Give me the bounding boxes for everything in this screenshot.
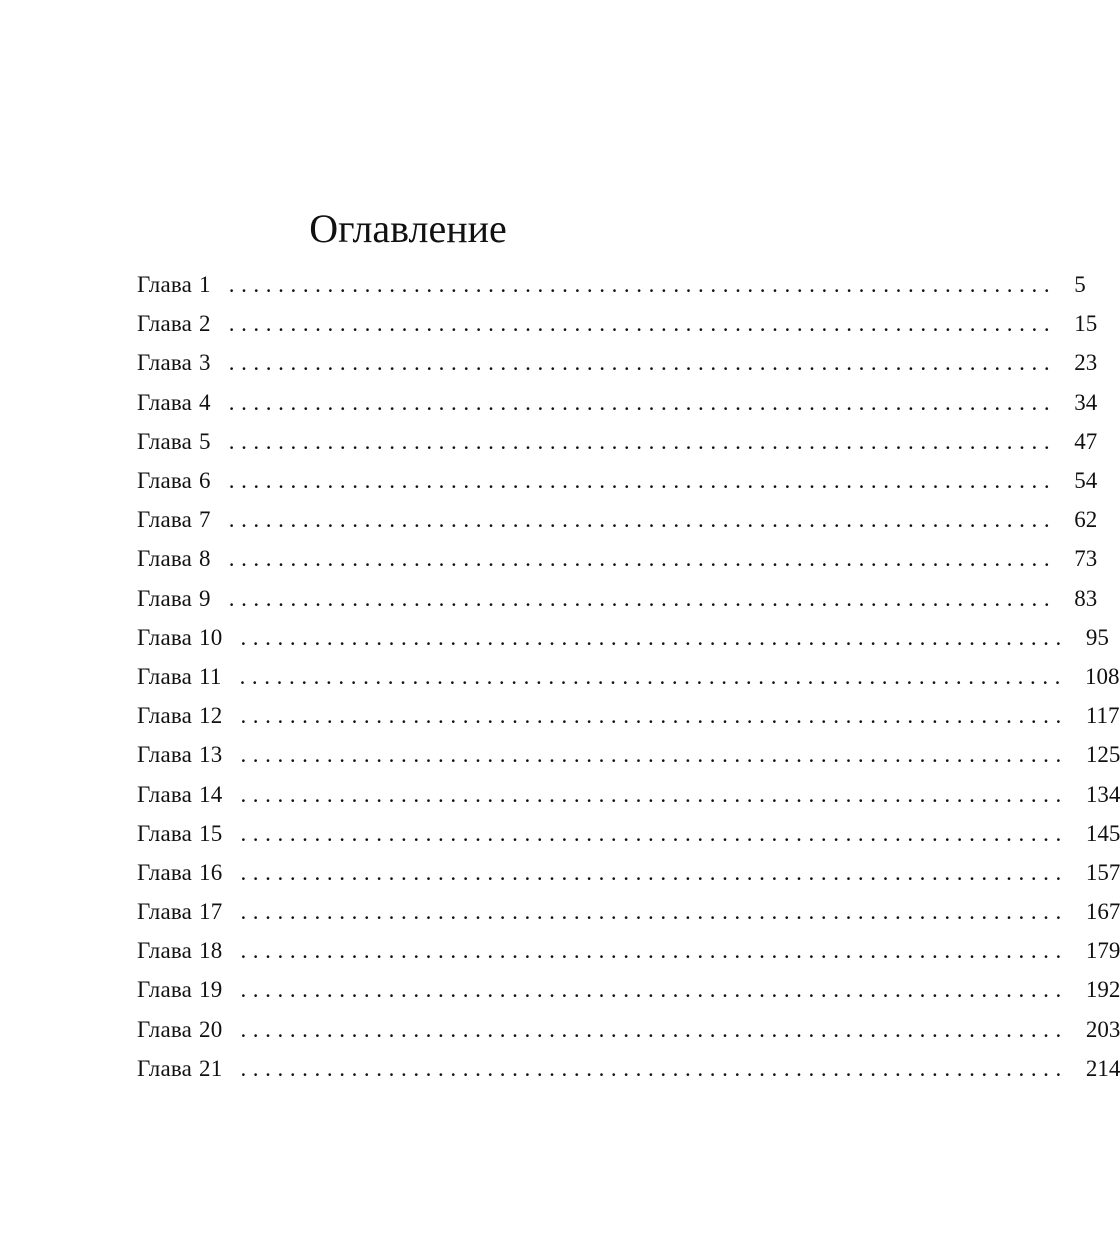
toc-entry [137,383,1098,422]
chapter-number: 16 [199,859,223,885]
chapter-number: 20 [199,1016,223,1042]
chapter-word: Глава [137,546,193,572]
dot-leader: ................................................................... [228,350,1057,376]
page-number: 54 [1074,468,1098,494]
page-number: 179 [1085,938,1120,964]
page-number: 192 [1085,977,1120,1003]
dot-leader: ................................................................... [239,663,1068,689]
toc-entry-label [137,696,222,735]
chapter-word: Глава [137,350,193,376]
page-number: 157 [1085,859,1120,885]
chapter-number: 11 [199,663,222,689]
chapter-number: 1 [199,272,211,298]
toc-entry [137,343,1098,382]
chapter-number: 9 [199,585,211,611]
page-number: 214 [1085,1055,1120,1081]
chapter-word: Глава [137,742,193,768]
chapter-number: 15 [199,820,223,846]
chapter-word: Глава [137,1016,193,1042]
toc-entry [137,304,1098,343]
toc-entry-label [137,853,222,892]
page-number: 62 [1074,507,1098,533]
chapter-number: 6 [199,468,211,494]
toc-entry-label [137,304,211,343]
toc-entry [137,814,1120,853]
page-number: 117 [1085,703,1120,729]
chapter-word: Глава [137,507,193,533]
chapter-number: 4 [199,389,211,415]
dot-leader: ................................................................... [240,1055,1068,1081]
chapter-number: 5 [199,428,211,454]
dot-leader: ................................................................... [240,624,1068,650]
toc-entry-label [137,735,222,774]
toc-entry-label [137,539,211,578]
chapter-number: 13 [199,742,223,768]
chapter-word: Глава [137,781,193,807]
dot-leader: ................................................................... [240,899,1068,925]
chapter-word: Глава [137,899,193,925]
page-number: 15 [1074,311,1098,337]
toc-entry [137,422,1098,461]
chapter-number: 12 [199,703,223,729]
page-number: 83 [1074,585,1098,611]
chapter-number: 3 [199,350,211,376]
toc-entry [137,618,1109,657]
toc-entry-label [137,892,222,931]
chapter-word: Глава [137,468,193,494]
page-number: 73 [1074,546,1098,572]
dot-leader: ................................................................... [228,389,1057,415]
dot-leader: ................................................................... [240,781,1068,807]
toc-entry [137,892,1120,931]
toc-entry-label [137,422,211,461]
chapter-word: Глава [137,938,193,964]
chapter-word: Глава [137,624,193,650]
toc-entry [137,539,1098,578]
toc-entry-label [137,814,222,853]
toc-entry [137,1049,1120,1088]
chapter-number: 19 [199,977,223,1003]
chapter-word: Глава [137,663,193,689]
page-number: 95 [1085,624,1109,650]
chapter-number: 18 [199,938,223,964]
page-number: 145 [1085,820,1120,846]
toc-entry-label [137,931,222,970]
chapter-number: 21 [199,1055,223,1081]
dot-leader: ................................................................... [240,742,1068,768]
toc-entry [137,579,1098,618]
chapter-word: Глава [137,859,193,885]
dot-leader: ................................................................... [240,703,1068,729]
chapter-word: Глава [137,1055,193,1081]
toc-entry-label [137,657,222,696]
toc-entry [137,735,1120,774]
dot-leader: ................................................................... [240,859,1068,885]
chapter-number: 14 [199,781,223,807]
toc-entry-label [137,970,222,1009]
toc-entry-label [137,500,211,539]
toc-entry-label [137,265,211,304]
page-number: 203 [1085,1016,1120,1042]
chapter-word: Глава [137,389,193,415]
toc-entry [137,657,1120,696]
toc-entry [137,500,1098,539]
dot-leader: ................................................................... [240,938,1068,964]
dot-leader: ................................................................... [228,507,1057,533]
chapter-number: 7 [199,507,211,533]
toc-entry [137,265,1086,304]
page-number: 23 [1074,350,1098,376]
toc-entry [137,970,1120,1009]
page-number: 125 [1085,742,1120,768]
page-number: 134 [1085,781,1120,807]
toc-entry [137,461,1098,500]
toc-entry [137,931,1120,970]
page-number: 34 [1074,389,1098,415]
toc-entry-label [137,775,222,814]
chapter-word: Глава [137,703,193,729]
chapter-word: Глава [137,311,193,337]
dot-leader: ................................................................... [228,585,1057,611]
page-number: 5 [1074,272,1086,298]
toc-entry-label [137,579,211,618]
toc-entry-label [137,1010,222,1049]
chapter-number: 8 [199,546,211,572]
chapter-number: 10 [199,624,223,650]
page-number: 47 [1074,428,1098,454]
dot-leader: ................................................................... [240,1016,1068,1042]
chapter-word: Глава [137,428,193,454]
dot-leader: ................................................................... [228,272,1057,298]
toc-entry [137,696,1120,735]
page-number: 108 [1085,663,1120,689]
toc-entry-label [137,618,222,657]
page-number: 167 [1085,899,1120,925]
chapter-number: 17 [199,899,223,925]
dot-leader: ................................................................... [240,820,1068,846]
chapter-word: Глава [137,585,193,611]
toc-entry [137,774,1120,813]
toc-list [137,265,1120,1088]
toc-title: Оглавление [309,206,507,251]
dot-leader: ................................................................... [228,311,1057,337]
chapter-word: Глава [137,977,193,1003]
dot-leader: ................................................................... [240,977,1068,1003]
chapter-word: Глава [137,820,193,846]
toc-entry-label [137,383,211,422]
dot-leader: ................................................................... [228,546,1057,572]
toc-entry-label [137,343,211,382]
toc-entry-label [137,461,211,500]
dot-leader: ................................................................... [228,468,1057,494]
dot-leader: ................................................................... [228,428,1057,454]
chapter-number: 2 [199,311,211,337]
toc-entry [137,1010,1120,1049]
toc-entry-label [137,1049,222,1088]
chapter-word: Глава [137,272,193,298]
toc-entry [137,853,1120,892]
